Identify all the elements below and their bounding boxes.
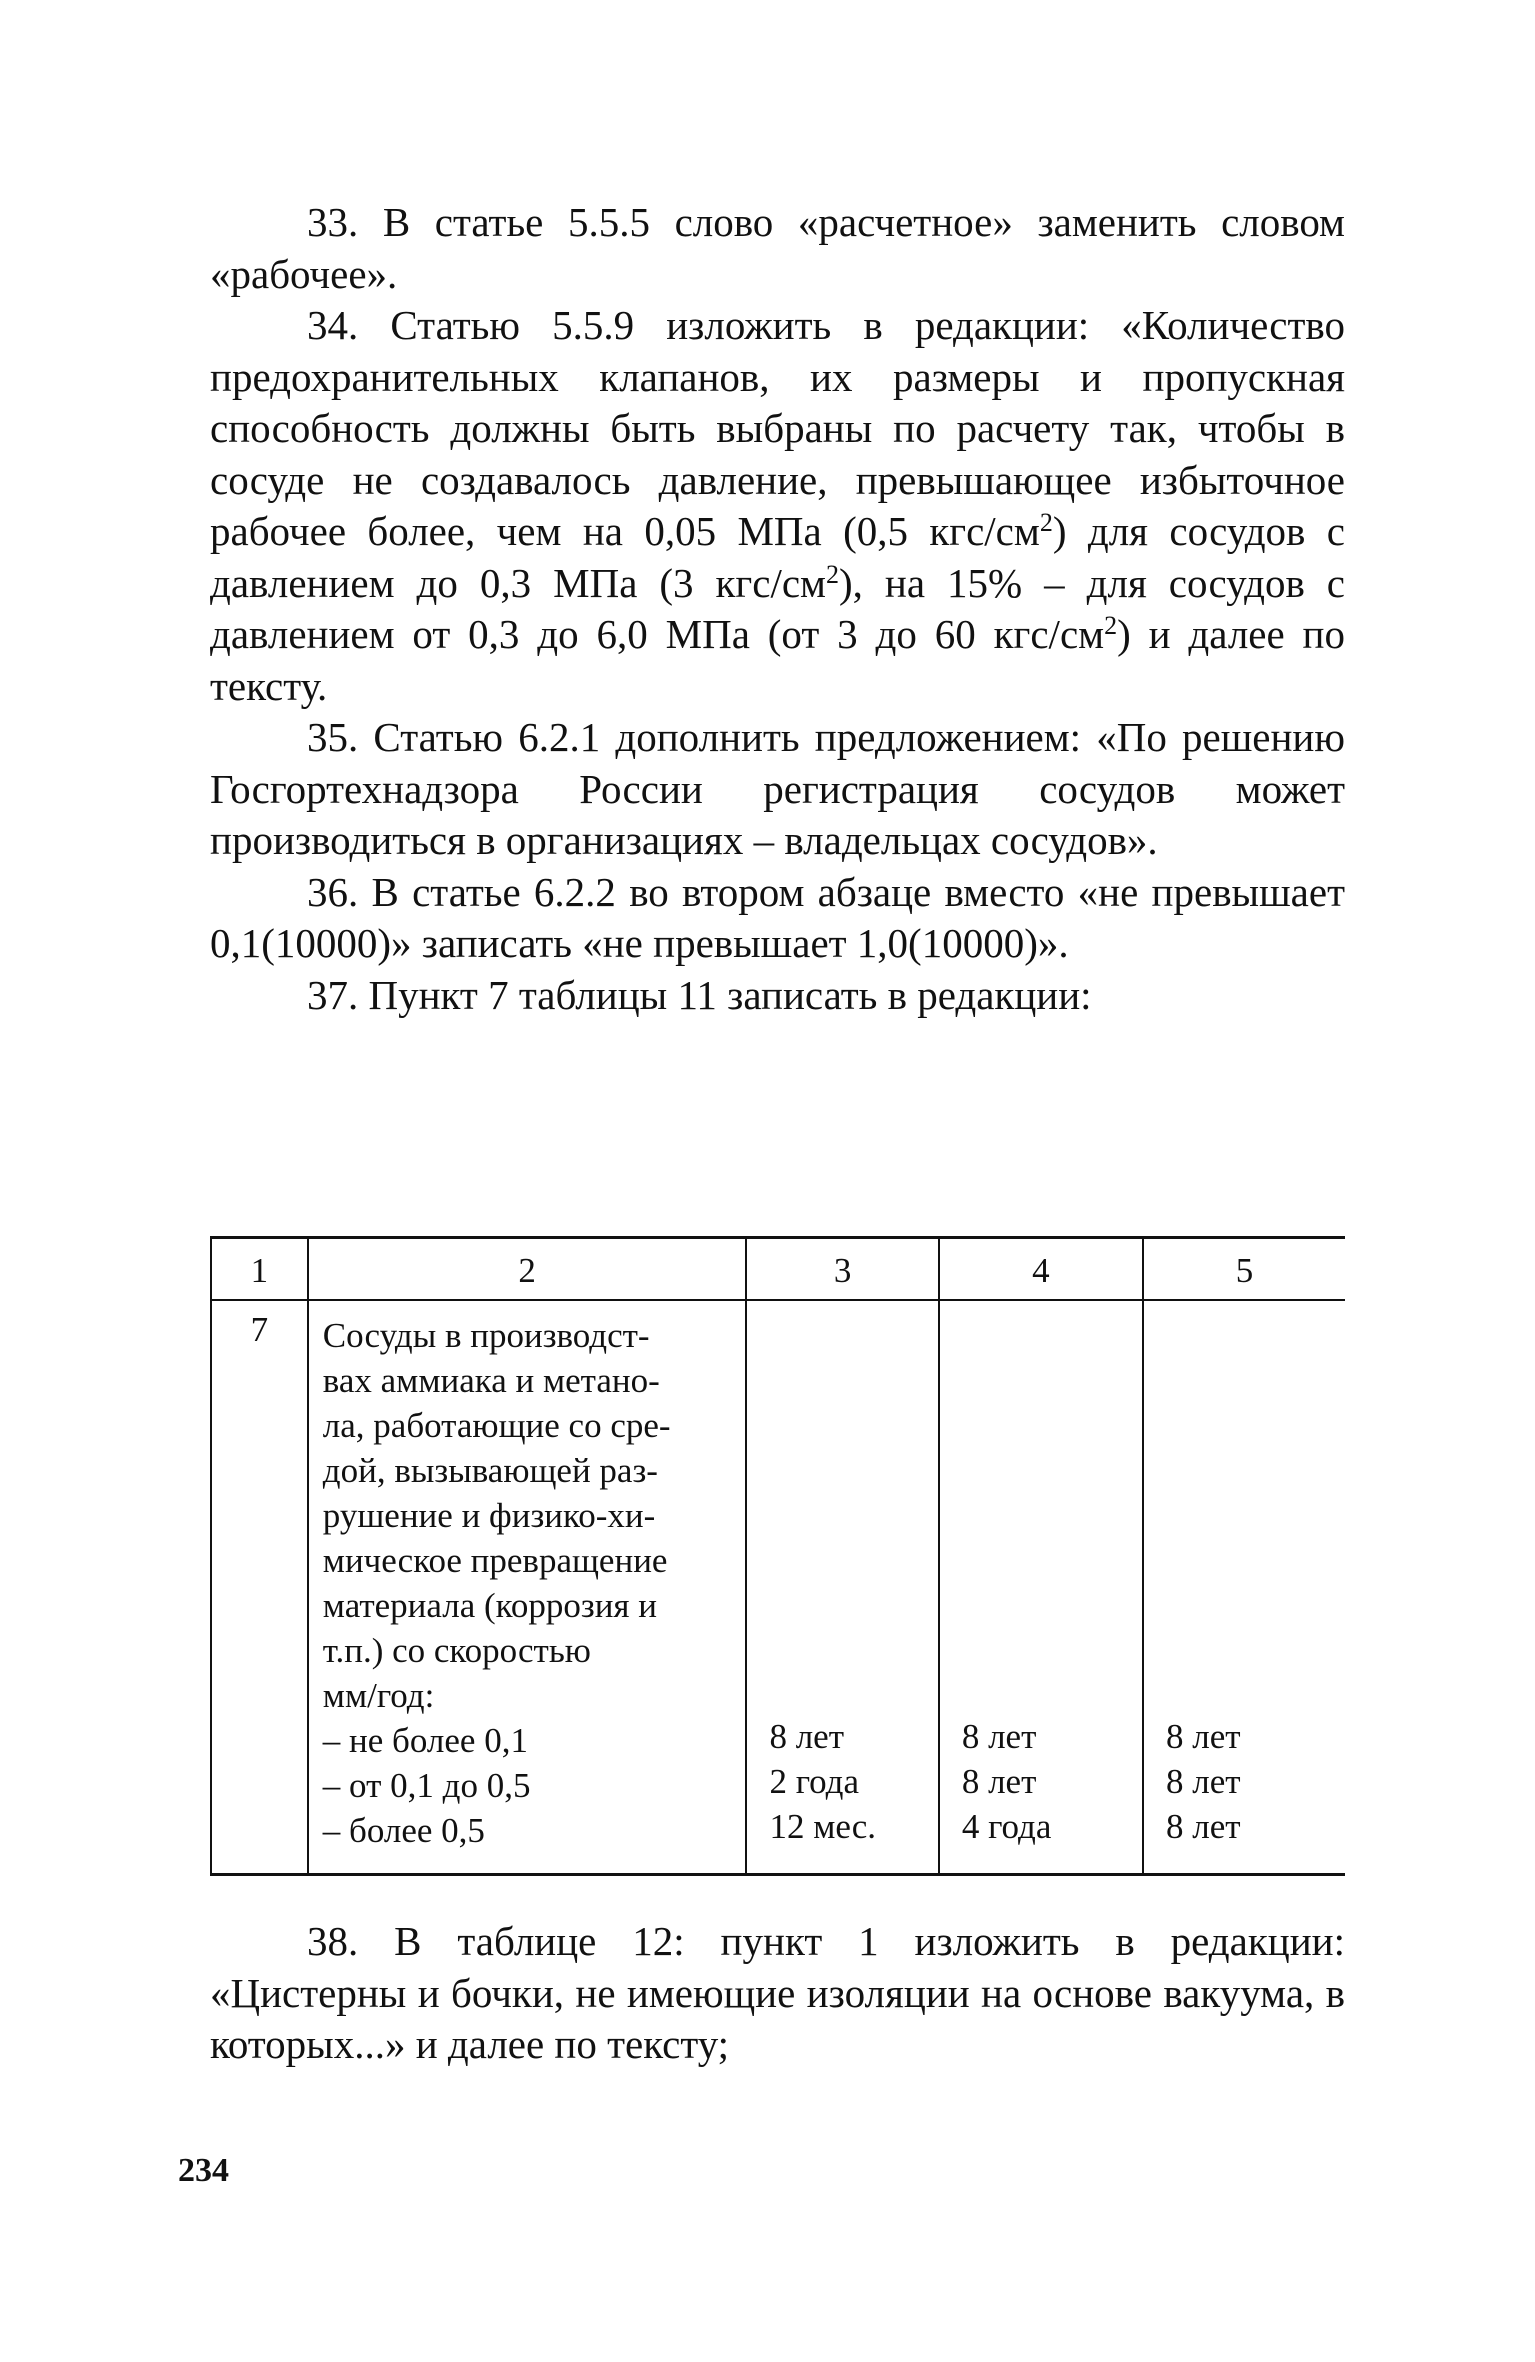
row-number-cell: 7 [211,1300,308,1875]
value-cell: 8 лет [961,1762,1037,1801]
paragraph-35: 35. Статью 6.2.1 дополнить предложением: «По решению Госгортехнадзора России регистрация сосудов может производиться в организациях – владельцах сосудов». [210,714,1345,863]
description-line: – от 0,1 до 0,5 [322,1766,531,1805]
value-cell: 12 мес. [769,1807,877,1846]
description-line: дой, вызывающей раз- [322,1451,658,1490]
header-cell-2: 2 [308,1238,747,1301]
header-cell-1: 1 [211,1238,308,1301]
description-cell [308,1300,747,1875]
value-cell: 8 лет [1166,1762,1241,1801]
table-row [211,1300,1345,1875]
description-line: – более 0,5 [322,1811,485,1850]
header-cell-3: 3 [746,1238,938,1301]
paragraphs-bottom [210,1916,1345,2071]
value-cell: 2 года [769,1762,860,1801]
description-line: т.п.) со скоростью [322,1631,591,1670]
description-line: рушение и физико-хи- [322,1496,656,1535]
value-cell: 8 лет [1166,1717,1241,1756]
paragraphs-top [210,197,1345,1021]
value-cell: 4 года [961,1807,1052,1846]
table-11-item-7 [210,1236,1345,1876]
column-4-cell [939,1300,1143,1875]
column-3-cell [746,1300,938,1875]
header-cell-4: 4 [939,1238,1143,1301]
paragraph-34: 34. Статью 5.5.9 изложить в редакции: «Количество предохранительных клапанов, их размеры и пропускная способность должны быть выбраны по расчету так, чтобы в сосуде не создавалось давление, превышающее избыточное рабочее более, чем на 0,05 МПа (0,5 кгс/$см^2$) для сосудов с давлением до 0,3 МПа (3 кгс/$см^2$), на 15% – для сосудов с давлением от 0,3 до 6,0 МПа (от 3 до 60 кгс/$см^2$) и далее по тексту. [210,302,1346,709]
header-cell-5: 5 [1143,1238,1345,1301]
paragraph-37: 37. Пункт 7 таблицы 11 записать в редакции: [307,971,1092,1018]
paragraph-38: 38. В таблице 12: пункт 1 изложить в редакции: «Цистерны и бочки, не имеющие изоляции на основе вакуума, в которых...» и далее по тексту; [210,1918,1345,2067]
description-line: мическое превращение [322,1541,668,1580]
table-header-row [211,1238,1345,1301]
value-cell: 8 лет [961,1717,1037,1756]
page-number: 234 [178,2152,229,2189]
paragraph-36: 36. В статье 6.2.2 во втором абзаце вместо «не превышает 0,1(10000)» записать «не превышает 1,0(10000)». [210,868,1345,966]
value-cell: 8 лет [769,1717,844,1756]
description-line: материала (коррозия и [322,1586,658,1625]
description-line: ла, работающие со сре- [322,1406,671,1445]
column-5-cell [1143,1300,1345,1875]
description-line: мм/год: [322,1676,435,1715]
paragraph-33: 33. В статье 5.5.5 слово «расчетное» заменить словом «рабочее». [210,199,1345,297]
value-cell: 8 лет [1166,1807,1241,1846]
description-line: – не более 0,1 [322,1721,528,1760]
description-line: Сосуды в производст- [322,1316,650,1355]
description-line: вах аммиака и метано- [322,1361,660,1400]
